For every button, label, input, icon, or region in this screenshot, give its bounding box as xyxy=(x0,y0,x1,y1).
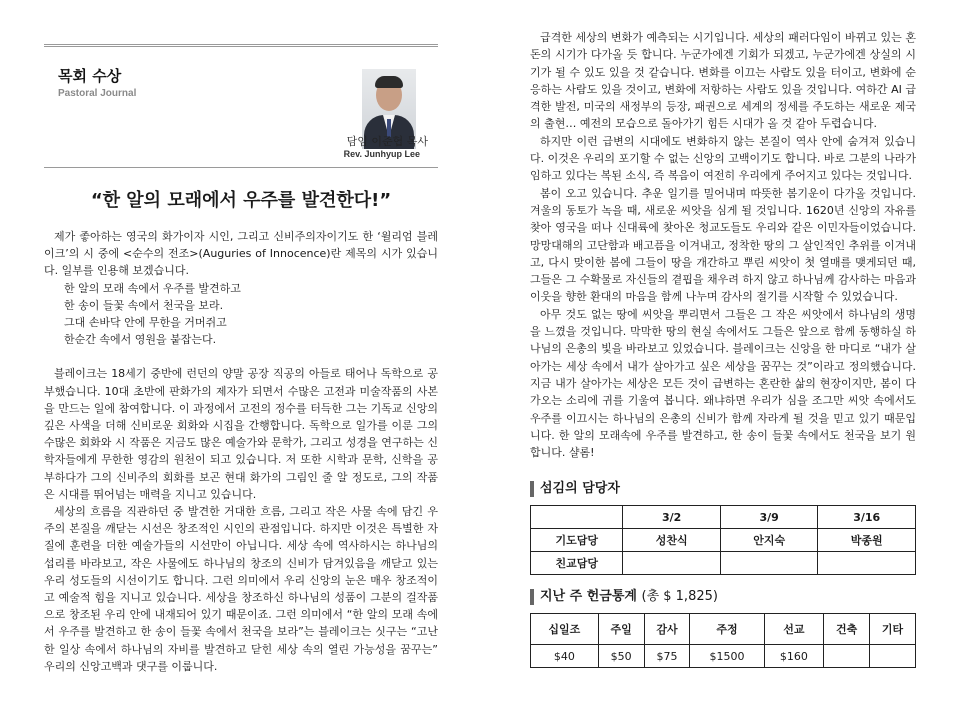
table-row xyxy=(531,529,916,552)
table-header-cell xyxy=(531,506,623,529)
header-divider xyxy=(44,167,438,168)
paragraph: 세상의 흐름을 직관하던 중 발견한 거대한 흐름, 그리고 작은 사물 속에 담긴 우주의 본질을 깨닫는 시선은 창조적인 시인의 관점입니다. 하지만 이것은 특별한 자질에 훈련을 더한 예술가들의 시선만이 아닙니다. 세상 속에 역사하시는 하나님의 섭리를 바라보고, 작은 사물에도 하나님의 창조의 신비가 담겨있음을 깨닫고 있는 우리 성도들의 시선이기도 합니다. 그런 의미에서 우리 신앙의 눈은 매우 창조적이고 예술적 힘을 지니고 있습니다. 세상을 창조하신 하나님의 성품이 그분의 걸작품으로 창조된 우리 안에 내재되어 있기 때문이죠. 그런 의미에서 “한 알의 모래 속에서 우주를 발견하고 한 송이 들꽃 속에서 천국을 보라”는 블레이크는 싯구는 “고난한 일상 속에서 하나님의 자비를 발견하고 닫힌 세상 속의 열린 가능성을 꿈꾸는” 우리의 신앙고백과 댓구를 이룹니다. xyxy=(44,505,438,673)
table-cell: 안지숙 xyxy=(720,529,818,552)
paragraph: 블레이크는 18세기 중반에 런던의 양말 공장 직공의 아들로 태어나 독학으로 공부했습니다. 10대 초반에 판화가의 제자가 되면서 수많은 고전과 미술작품의 사본을 만드는 일에 참여합니다. 이 과정에서 고전의 정수를 터득한 그는 기독교 신앙의 깊은 사색을 더해 신비로운 회화와 시집을 간행합니다. 독학으로 일가를 이룬 그의 수많은 회화와 시 작품은 지금도 많은 예술가와 문학가, 그리고 성경을 연구하는 신학자들에게 무한한 영감의 원천이 되고 있습니다. 저 또한 시학과 문학, 신학을 공부하다가 그의 신비주의 회화를 보곤 현대 화가의 그림인 줄 알 정도로, 그의 작품은 시대를 뛰어넘는 매력을 지니고 있습니다. xyxy=(44,367,438,501)
table-cell: $40 xyxy=(531,645,599,668)
right-column xyxy=(530,29,916,668)
table-header-cell: 3/9 xyxy=(720,506,818,529)
table-header-cell: 주일 xyxy=(598,614,644,645)
table-header-cell: 3/2 xyxy=(623,506,721,529)
paragraph: 급격한 세상의 변화가 예측되는 시기입니다. 세상의 패러다임이 바뀌고 있는 혼돈의 시기가 다가올 듯 합니다. 누군가에겐 기회가 되겠고, 누군가에겐 상실의 시기가 될 수 있도 있을 것 같습니다. 변화를 이끄는 사람도 있을 터이고, 변화에 순응하는 사람도 있을 것이고, 변화에 저항하는 사람도 있을 것입니다. 여하간 AI 급격한 발전, 미국의 새정부의 등장, 패권으로 세계의 정세를 주도하는 새로운 제국의 출현… 예전의 모습으로 돌아가기 힘든 시대가 올 것 같아 두렵습니다. xyxy=(530,31,916,131)
table-cell: 성찬식 xyxy=(623,529,721,552)
poem-line: 한순간 속에서 영원을 붙잡는다. xyxy=(64,333,217,347)
row-label: 기도담당 xyxy=(531,529,623,552)
offering-total: (총 $ 1,825) xyxy=(641,589,718,605)
duty-section-title: 섬김의 담당자 xyxy=(530,481,916,497)
table-row xyxy=(531,645,916,668)
paragraph: 하지만 이런 급변의 시대에도 변화하지 않는 본질이 역사 안에 숨겨져 있습니다. 이것은 우리의 포기할 수 없는 신앙의 고백이기도 합니다. 바로 그분의 나라가 임하고 있다는 복된 소식, 즉 복음이 여전히 우리에게 주어지고 있다는 것입니다. xyxy=(530,134,916,183)
table-cell xyxy=(818,552,916,575)
duty-table xyxy=(530,505,916,575)
table-row xyxy=(531,552,916,575)
table-cell: $50 xyxy=(598,645,644,668)
offering-section-title xyxy=(530,589,916,605)
table-cell: 박종원 xyxy=(818,529,916,552)
table-header-cell: 건축 xyxy=(824,614,870,645)
article-body-right xyxy=(530,29,916,461)
table-cell: $160 xyxy=(764,645,824,668)
table-cell: $75 xyxy=(644,645,690,668)
table-cell xyxy=(824,645,870,668)
table-cell xyxy=(870,645,916,668)
paragraph: 봄이 오고 있습니다. 추운 일기를 밀어내며 따뜻한 봄기운이 다가올 것입니다. 겨울의 동토가 녹을 때, 새로운 씨앗을 심게 될 것입니다. 1620년 신앙의 자유를 찾아 영국을 떠나 신대륙에 찾아온 청교도들도 우리와 같은 이민자들이었습니다. 망망대해의 고단함과 배고픔을 이겨내고, 정착한 땅의 그 살인적인 추위를 이겨내고, 다시 맞이한 봄에 그들이 땅을 개간하고 뿌린 씨앗이 첫 열매를 맺게되던 때, 그들은 그 수확물로 자신들의 곁핍을 채우려 하지 않고 하나님께 감사하는 마음과 이웃을 향한 환대의 마음을 함께 나누며 감사의 절기를 시작할 수 있었습니다. xyxy=(530,186,916,304)
pastoral-journal-column xyxy=(44,44,438,675)
table-header-cell: 십일조 xyxy=(531,614,599,645)
column-header xyxy=(44,47,438,157)
table-header-cell: 선교 xyxy=(764,614,824,645)
table-header-cell: 주정 xyxy=(690,614,764,645)
paragraph-intro: 제가 좋아하는 영국의 화가이자 시인, 그리고 신비주의자이기도 한 ‘윌리엄 블레이크’의 시 중에 <순수의 전조>(Auguries of Innocence)란 제목의 시가 있습니다. 일부를 인용해 보겠습니다. xyxy=(44,230,438,278)
table-header-cell: 기타 xyxy=(870,614,916,645)
poem-line: 한 송이 들꽃 속에서 천국을 보라. xyxy=(64,298,224,312)
column-title: 목회 수상 xyxy=(58,67,122,85)
table-header-cell: 3/16 xyxy=(818,506,916,529)
offering-title: 지난 주 헌금통계 xyxy=(540,589,637,605)
row-label: 친교담당 xyxy=(531,552,623,575)
offering-table xyxy=(530,613,916,668)
poem-line: 한 알의 모래 속에서 우주를 발견하고 xyxy=(64,281,241,295)
poem-quote xyxy=(44,280,438,349)
table-cell xyxy=(623,552,721,575)
table-row xyxy=(531,506,916,529)
poem-line: 그대 손바닥 안에 무한을 거머쥐고 xyxy=(64,316,227,330)
table-row xyxy=(531,614,916,645)
pastor-name: 담임 이준협 목사 xyxy=(346,135,428,148)
table-cell xyxy=(720,552,818,575)
article-headline: “한 알의 모래에서 우주를 발견한다!” xyxy=(90,190,392,211)
paragraph: 아무 것도 없는 땅에 씨앗을 뿌리면서 그들은 그 작은 씨앗에서 하나님의 생명을 느꼈을 것입니다. 막막한 땅의 현실 속에서도 그들은 앞으로 함께 동행하실 하나님의 은총의 빛을 바라보고 있었습니다. 블레이크는 신앙을 한 마디로 “내가 살아가는 세상 속에서 내가 살아가고 싶은 세상을 꿈꾸는 것”이라고 정의했습니다. 지금 내가 살아가는 세상은 모든 것이 급변하는 혼란한 삶의 현장이지만, 봄이 다가오는 소리에 귀를 기울여 봅니다. 왜냐하면 우리가 심을 조그만 씨앗 속에서도 우주를 이끄시는 하나님의 은총의 신비가 함께 자라게 될 것을 믿고 있기 때문입니다. 한 알의 모래속에 우주를 발견하고, 한 송이 들꽃 속에서도 천국을 보기 원합니다. 샬롬! xyxy=(530,307,916,460)
column-subtitle: Pastoral Journal xyxy=(58,88,137,99)
table-header-cell: 감사 xyxy=(644,614,690,645)
article-body-left xyxy=(44,228,438,675)
table-cell: $1500 xyxy=(690,645,764,668)
pastor-name-english: Rev. Junhyup Lee xyxy=(343,149,420,159)
